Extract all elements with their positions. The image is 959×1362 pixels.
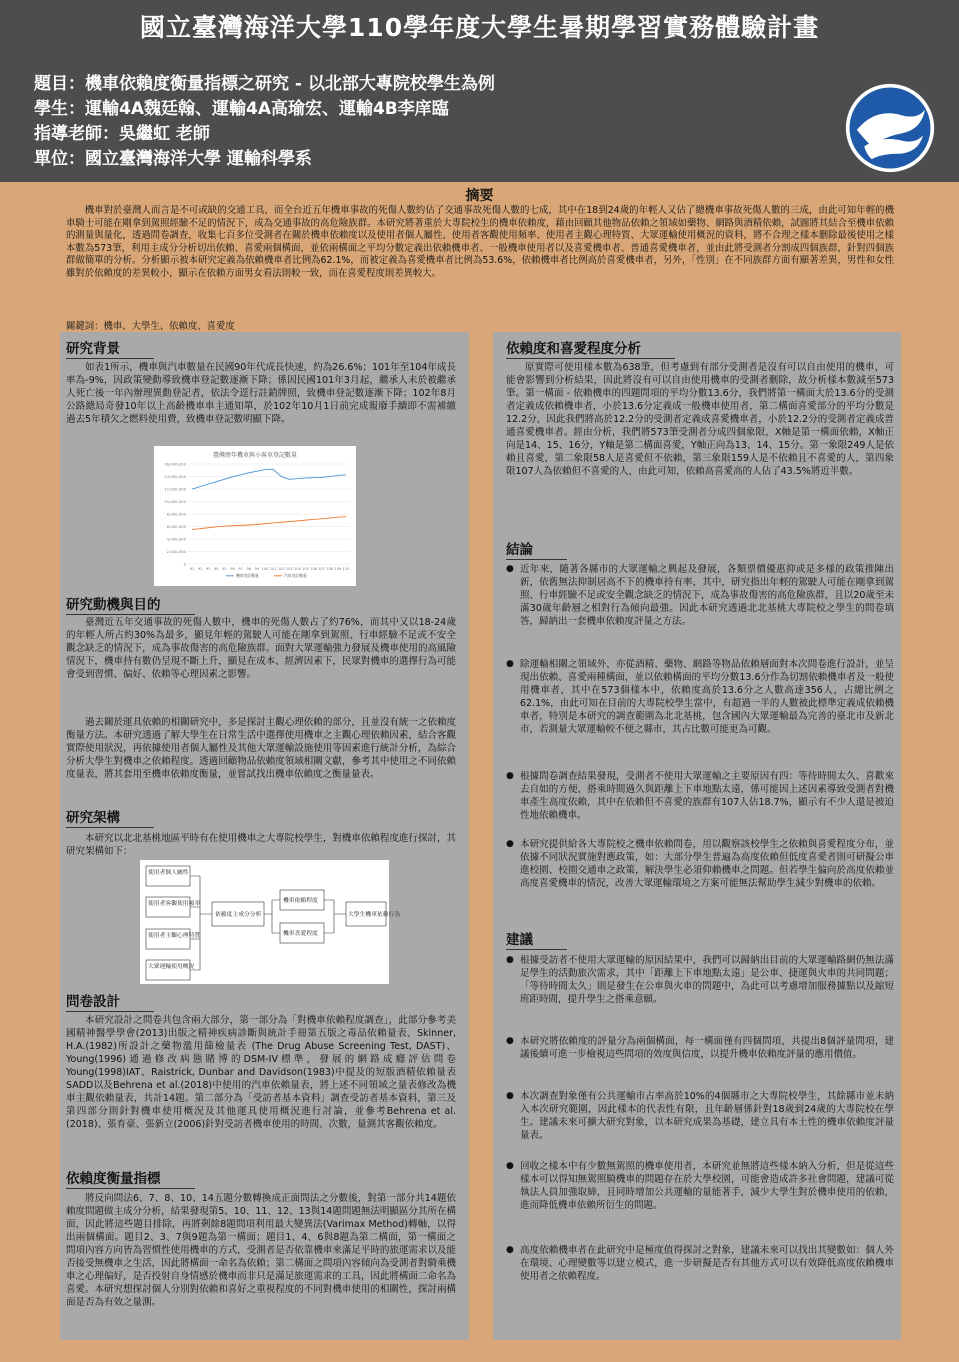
conclusion-item: ● 除運輸相關之領域外，亦從酒精、藥物、網路等物品依賴層面對本次問卷進行設計，並呈現出依賴、喜愛兩種構面，並以依賴構面的平均分數13.6分作為切割依賴機車者及一般使用機車者，其中在573個樣本中，依賴度高於13.6分之人數高達356人，占總比例之62.1%，由此可知在目前的大專院校學生當中，有超過一半的人數被此標準定義成依賴機車者，特別是本研究的調查範圍為北北基桃，包含國內大眾運輸最為完善的臺北市及新北市，若測量大眾運輸較不便之縣市，其占比數可能更為可觀。 xyxy=(506,659,894,735)
chart-x-tick: 109 xyxy=(334,567,342,571)
chart-x-tick: 107 xyxy=(318,567,326,571)
chart-series-line xyxy=(192,517,346,530)
fw-box-pca: 依賴度主成分分析 xyxy=(215,912,262,918)
conclusion-heading: 結論 xyxy=(506,538,567,560)
suggestion-item: ● 本研究將依賴度的評量分為兩個構面，每一構面僅有四個問項，共提出8個評量問項，建議後續可進一步檢視這些問項的效度與信度，以提升機車依賴度評量的應用價值。 xyxy=(506,1036,894,1060)
measure-text: 將反向問法6、7、8、10、14五題分數轉換成正面問法之分數後，對第一部分共14題依賴度問題做主成分分析，結果發現第5、10、11、12、13與14題問題無法明顯區分其所在構面，因此將這些題目排除，再將剩餘8題問項利用最大變異法(Varimax Method)轉軸，以得出兩個構面。題目2、3、7與9題為第一構面；題目1、4、6與8題為第二構面，第一構面之問項內容方向皆為習慣性使用機車的方式，受測者是否依靠機車來滿足平時的旅運需求以及能否接受無機車之生活，因此將構面一命名為依賴；第二構面之問項內容傾向為受測者對騎乘機車之心理偏好，是否投射自身情感於機車而非只是滿足旅運需求的工具，因此將構面二命名為喜愛。本研究想探討個人分別對依賴和喜好之重視程度的不同對機車使用的相關性，探討兩構面是否為有效之量測。 xyxy=(66,1193,456,1308)
framework-diagram xyxy=(140,860,401,984)
chart-x-tick: 100 xyxy=(261,567,269,571)
analysis-heading: 依賴度和喜愛程度分析 xyxy=(506,337,675,359)
university-logo-icon xyxy=(844,82,936,174)
header-banner xyxy=(0,0,959,182)
fw-box-objective: 使用者客觀使用頻率 xyxy=(148,901,201,907)
abstract-text: 機車對於臺灣人而言是不可或缺的交通工具，而全台近五年機車事故的死傷人數約佔了交通事故死傷人數的七成，其中在18到24歲的年輕人又佔了總機車事故死傷人數的三成，由此可知年輕的機車騎士可能在剛拿到駕照經驗不足的情況下，成為交通事故的高危險族群。本研究將著重於大專院校生的機車依賴度，藉由回顧其他物品依賴之領域如藥物、網路與酒精依賴，試圖將其結合至機車依賴的測量與量化，透過問卷調查，收集七百多位受測者在關於機車依賴度以及使用者個人屬性、使用者客觀使用頻率、使用者主觀心理特質、大眾運輸使用概況的資料，將不合理之樣本刪除最後使用之樣本數為573筆，利用主成分分析切出依賴、喜愛兩個構面，並依兩構面之平均分數定義出依賴機車者、一般機車使用者以及喜愛機車者、普通喜愛機車者，並由此將受測者分割成四個族群，針對四個族群做簡單的分析。分析顯示被本研究定義為依賴機車者比例為62.1%，而被定義為喜愛機車者比例為53.6%，依賴機車者比例高於喜愛機車者，另外，「性別」在不同族群方面有顯著差異，男性和女性雖對於依賴度的差異較小，顯示在依賴方面男女看法則較一致，而在喜愛程度則差異較大。 xyxy=(66,205,894,279)
chart-series-line xyxy=(192,469,346,489)
fw-box-dependence: 機車依賴程度 xyxy=(283,898,318,904)
framework-heading: 研究架構 xyxy=(66,806,154,828)
conclusion-item: ● 本研究提供給各大專院校之機車依賴問卷，用以觀察該校學生之依賴與喜愛程度分布，並依據不同狀況實施對應政策，如：大部分學生普遍為高度依賴但低度喜愛者則可研擬公車進校園、校園交通車之政策，解決學生必須仰賴機車之問題。但若學生偏向於高度依賴並高度喜愛機車的情況，改善大眾運輸環境之方案可能無法幫助學生減少對機車的依賴。 xyxy=(506,839,894,889)
motivation-text-2: 過去關於運具依賴的相關研究中，多是探討主觀心理依賴的部分，且並沒有統一之依賴度衡量方法。本研究透過了解大學生在日常生活中選擇使用機車之主觀心理依賴因素，結合客觀實際使用狀況，再依據使用者個人屬性及其他大眾運輸設施使用等因素進行統計分析，為綜合分析大學生對機車之依賴程度。透過回顧物品依賴度領域相關文獻，參考其中使用之不同依賴度量表，將其套用至機車依賴度衡量，並嘗試找出機車依賴度之衡量量表。 xyxy=(66,717,456,780)
chart-y-tick: 14,000,000 xyxy=(164,474,186,479)
suggestion-heading: 建議 xyxy=(506,928,567,950)
chart-x-tick: 95 xyxy=(222,567,227,571)
chart-x-tick: 96 xyxy=(230,567,235,571)
chart-y-tick: 6,000,000 xyxy=(166,524,186,529)
chart-x-tick: 102 xyxy=(277,567,285,571)
keywords: 關鍵詞：機車、大學生、依賴度、喜愛度 xyxy=(66,321,235,332)
chart-y-tick: 4,000,000 xyxy=(166,536,186,542)
unit-line: 單位：國立臺灣海洋大學 運輸科學系 xyxy=(34,149,312,169)
topic-line: 題目：機車依賴度衡量指標之研究 - 以北部大專院校學生為例 xyxy=(34,74,495,94)
background-heading: 研究背景 xyxy=(66,337,154,359)
chart-x-tick: 101 xyxy=(269,567,277,571)
chart-x-tick: 91 xyxy=(189,567,195,571)
chart-x-tick: 105 xyxy=(302,567,309,571)
chart-x-tick: 108 xyxy=(326,567,334,571)
fw-box-behavior: 大學生機車依賴行為 xyxy=(348,912,401,918)
motivation-text-1: 臺灣近五年交通事故的死傷人數中，機車的死傷人數占了約76%，而其中又以18-24歲的年輕人所占約30%為最多，顯見年輕的駕駛人可能在剛拿到駕照、行車經驗不足或不安全觀念缺乏的情況下，成為事故傷害的高危險族群。面對大眾運輸強力發展及機車使用的高風險情況下，機車持有數仍呈現不斷上升，顯見在成本、經濟因素下，民眾對機車的選擇行為可能會受到習慣、偏好、依賴等心理因素之影響。 xyxy=(66,617,456,680)
bullet-icon: ● xyxy=(506,564,514,574)
suggestion-item: ● 高度依賴機車者在此研究中是極度值得探討之對象，建議未來可以找出其變數如：個人外在環境、心理變數等以建立模式，進一步研擬是否有其他方式可以有效降低高度依賴機車使用者之依賴程度。 xyxy=(506,1245,894,1282)
chart-x-tick: 110 xyxy=(342,567,350,571)
chart-y-tick: 10,000,000 xyxy=(164,499,186,504)
bullet-icon: ● xyxy=(506,955,514,965)
suggestion-item: ● 本次調查對象僅有公共運輸市占率高於10%的4個縣市之大專院校學生，其餘縣市並未納入本次研究範圍，因此樣本的代表性有限，且年齡層係針對18歲到24歲的大專院校在學生。建議未來可擴大研究對象，以本研究成果為基礎，建立具有本土性的機車依賴度評量量表。 xyxy=(506,1091,894,1141)
chart-x-tick: 106 xyxy=(310,567,317,571)
chart-x-tick: 94 xyxy=(214,567,219,571)
bullet-icon: ● xyxy=(506,1091,514,1101)
chart-y-tick: 2,000,000 xyxy=(166,549,186,554)
bullet-icon: ● xyxy=(506,1161,514,1171)
suggestion-item: ● 根據受訪者不使用大眾運輸的原因結果中，我們可以歸納出目前的大眾運輸路網仍無法滿足學生的活動旅次需求，其中「距離上下車地點太遠」是公車、捷運與火車的共同問題；「等待時間太久」則是發生在公車與火車的問題中，為此可以考慮增加服務據點以及縮短班距時間，提升學生之搭乘意願。 xyxy=(506,955,894,1005)
abstract-heading: 摘要 xyxy=(465,188,494,204)
motivation-heading: 研究動機與目的 xyxy=(66,593,195,615)
analysis-text: 原實際可使用樣本數為638筆，但考慮到有部分受測者是沒有可以自由使用的機車，可能會影響到分析結果，因此將沒有可以自由使用機車的受測者刪除，故分析樣本數減至573筆。第一構面 - 依賴機車的四題問項的平均分數13.6分，我們將第一構面大於13.6分的受測者定義成依賴機車者，小於13.6分定義成一般機車使用者，第二構面喜愛部分的平均分數是12.2分，因此我們將高於12.2分的受測者定義成喜愛機車者，小於12.2分的受測者定義成普通喜愛機車者。經由分析，我們將573筆受測者分成四個象限，X軸是第一構面依賴，X軸正向是14、15、16分，Y軸是第二構面喜愛，Y軸正向為13、14、15分。第一象限249人是依賴且喜愛，第二象限58人是喜愛但不依賴，第三象限159人是不依賴且不喜愛的人，第四象限107人為依賴但不喜愛的人，由此可知，依賴高喜愛高的人佔了43.5%將近半數。 xyxy=(506,362,894,477)
conclusion-item: ● 近年來，隨著各縣市的大眾運輸之興起及發展，各類票價優惠抑或是多樣的政策推陳出新，依舊無法抑制居高不下的機車持有率，其中，研究指出年輕的駕駛人可能在剛拿到駕照、行車經驗不足或安全觀念缺乏的情況下，成為事故傷害的高危險族群，且以20歲至未滿30歲年齡層之相對行為傾向最強。因此本研究透過北北基桃大專院校之學生的問卷填答，歸納出一套機車依賴度評量之方法。 xyxy=(506,564,894,627)
bullet-icon: ● xyxy=(506,1036,514,1046)
fw-box-personal: 使用者個人屬性 xyxy=(148,870,189,876)
chart-y-tick: 16,000,000 xyxy=(164,461,186,467)
chart-y-tick: 12,000,000 xyxy=(164,486,186,492)
students-line: 學生：運輸4A魏廷翰、運輸4A高瑜宏、運輸4B李庠臨 xyxy=(34,99,449,119)
suggestion-item: ● 回收之樣本中有少數無駕照的機車使用者，本研究並無將這些樣本納入分析，但是從這些樣本可以得知無駕照騎機車的問題存在於大學校園，可能會造成許多社會問題，建議可從執法人員加強取締，且同時增加公共運輸的量能著手，減少大學生對於機車使用的依賴，進而降低機車依賴所衍生的問題。 xyxy=(506,1161,894,1211)
advisor-line: 指導老師：吳繼虹 老師 xyxy=(34,124,210,144)
measure-heading: 依賴度衡量指標 xyxy=(66,1167,195,1189)
bullet-icon: ● xyxy=(506,1245,514,1255)
chart-x-tick: 92 xyxy=(197,567,203,571)
fw-box-subjective: 使用者主觀心理特質 xyxy=(148,933,201,939)
chart-x-tick: 99 xyxy=(254,567,260,571)
chart-y-tick: 8,000,000 xyxy=(166,511,186,517)
chart-y-tick: 0 xyxy=(183,561,186,567)
bullet-icon: ● xyxy=(506,771,514,781)
poster-info xyxy=(34,72,495,172)
bullet-icon: ● xyxy=(506,659,514,669)
questionnaire-text: 本研究設計之問卷共包含兩大部分，第一部分為「對機車依賴程度調查」，此部分參考美國精神醫學學會(2013)出版之精神疾病診斷與統計手冊第五版之毒品依賴量表、Skinner, H.A.(1982)所設計之藥物濫用篩檢量表 (The Drug Abuse Screening Test, DAST)、Young(1996)通過修改病態賭博的DSM-IV標準，發展的網路成癮評估問卷Young(1998)IAT、Raistrick, Dunbar and Davidson(1983)中提及的短版酒精依賴量表SADD以及Behrena et al.(2018)中使用的汽車依賴量表，將上述不同領域之量表修改為機車主觀依賴量表，共計14題。第二部分為「受訪者基本資料」調查受訪者基本資料，第三及第四部分則針對機車使用概況及其他運具使用概況進行討論，並參考Behrena et al.(2018)、張育豪、張新立(2006)針對受訪者機車使用的時間、次數，量測其客觀依賴度。 xyxy=(66,1015,456,1130)
framework-text: 本研究以北北基桃地區平時有在使用機車之大專院校學生，對機車依賴程度進行探討，其研究架構如下： xyxy=(66,833,456,857)
conclusion-item: ● 根據問卷調查結果發現，受測者不使用大眾運輸之主要原因有四：等待時間太久、喜歡來去自如的方便、搭乘時間過久與距離上下車地點太遠，係可能因上述因素導致受測者對機車產生高度依賴，其中在依賴但不喜愛的族群有107人佔18.7%，顯示有不少人還是被迫性地依賴機車。 xyxy=(506,771,894,821)
chart-x-tick: 97 xyxy=(238,567,243,571)
chart-x-tick: 93 xyxy=(205,567,211,571)
background-text: 如表1所示，機車與汽車數量在民國90年代成長快速，約為26.6%；101年至104年成長率為-9%，因政策變動導致機車登記數逐漸下降；係因民國101年3月起，繼承人未於被繼承人死亡後一年內辦理異動登記者，依法令逕行註銷牌照，致機車登記數逐漸下降；102年8月公路總局奇發10年以上高齡機車車主通知單，於102年10月1日前完成報廢手續即不需補繳過去5年積欠之燃料使用費，致機車登記數明顯下降。 xyxy=(66,362,456,425)
bullet-icon: ● xyxy=(506,839,514,849)
chart-x-tick: 103 xyxy=(285,567,293,571)
registration-chart xyxy=(154,446,356,586)
fw-box-transit: 大眾運輸使用概況 xyxy=(148,964,195,970)
questionnaire-heading: 問卷設計 xyxy=(66,990,154,1012)
chart-x-tick: 104 xyxy=(294,567,301,571)
chart-svg xyxy=(154,446,356,586)
poster-title: 國立臺灣海洋大學110學年度大學生暑期學習實務體驗計畫 xyxy=(139,13,820,42)
chart-legend-label: 汽車登記數量 xyxy=(284,573,307,578)
chart-title: 臺灣歷年機車與小客車登記數量 xyxy=(212,452,298,459)
fw-box-preference: 機車喜愛程度 xyxy=(283,931,318,937)
chart-legend-label: 機車登記數量 xyxy=(236,573,259,578)
chart-x-tick: 98 xyxy=(246,567,251,571)
